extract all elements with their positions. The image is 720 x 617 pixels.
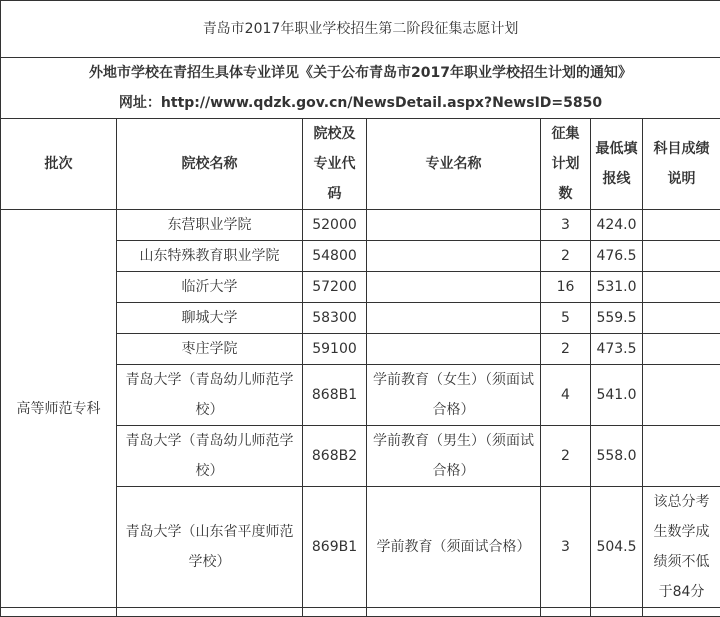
min-score-cell: 559.5: [591, 303, 643, 334]
min-score-cell: 424.0: [591, 210, 643, 241]
major-cell: 学前教育（须面试合格）: [367, 487, 541, 608]
header-school: 院校名称: [117, 119, 303, 210]
note-cell: [643, 210, 720, 241]
code-cell: 869B1: [303, 487, 367, 608]
code-cell: 59100: [303, 334, 367, 365]
header-note: 科目成绩说明: [643, 119, 720, 210]
note-cell: 该总分考生数学成绩须不低于84分: [643, 487, 720, 608]
quota-cell: 2: [541, 426, 591, 487]
major-cell: [367, 272, 541, 303]
header-batch: 批次: [1, 119, 117, 210]
notice-cell: [1, 58, 720, 119]
header-quota: 征集计划数: [541, 119, 591, 210]
code-cell: 52000: [303, 210, 367, 241]
empty-cell: [367, 608, 541, 617]
school-cell: 青岛大学（青岛幼儿师范学校）: [117, 365, 303, 426]
quota-cell: 16: [541, 272, 591, 303]
notice-line-1: 外地市学校在青招生具体专业详见《关于公布青岛市2017年职业学校招生计划的通知》: [5, 58, 716, 88]
table-row: [1, 210, 720, 241]
header-major: 专业名称: [367, 119, 541, 210]
major-cell: 学前教育（女生）（须面试合格）: [367, 365, 541, 426]
header-code: 院校及专业代码: [303, 119, 367, 210]
notice-url[interactable]: 网址：http://www.qdzk.gov.cn/NewsDetail.aspx?NewsID=5850: [5, 88, 716, 118]
empty-cell: [643, 608, 720, 617]
title-row: [1, 1, 720, 58]
header-row: [1, 119, 720, 210]
school-cell: 青岛大学（青岛幼儿师范学校）: [117, 426, 303, 487]
min-score-cell: 504.5: [591, 487, 643, 608]
code-cell: 57200: [303, 272, 367, 303]
quota-cell: 3: [541, 487, 591, 608]
school-cell: 山东特殊教育职业学院: [117, 241, 303, 272]
note-cell: [643, 241, 720, 272]
empty-cell: [117, 608, 303, 617]
code-cell: 54800: [303, 241, 367, 272]
major-cell: [367, 303, 541, 334]
quota-cell: 5: [541, 303, 591, 334]
code-cell: 58300: [303, 303, 367, 334]
quota-cell: 3: [541, 210, 591, 241]
quota-cell: 2: [541, 241, 591, 272]
major-cell: [367, 334, 541, 365]
min-score-cell: 473.5: [591, 334, 643, 365]
table-row-partial: [1, 608, 720, 617]
page-title: 青岛市2017年职业学校招生第二阶段征集志愿计划: [1, 1, 720, 58]
school-cell: 聊城大学: [117, 303, 303, 334]
note-cell: [643, 303, 720, 334]
quota-cell: 4: [541, 365, 591, 426]
code-cell: 868B1: [303, 365, 367, 426]
code-cell: 868B2: [303, 426, 367, 487]
empty-cell: [303, 608, 367, 617]
major-cell: [367, 210, 541, 241]
note-cell: [643, 334, 720, 365]
quota-cell: 2: [541, 334, 591, 365]
school-cell: 临沂大学: [117, 272, 303, 303]
empty-cell: [591, 608, 643, 617]
note-cell: [643, 365, 720, 426]
min-score-cell: 531.0: [591, 272, 643, 303]
min-score-cell: 541.0: [591, 365, 643, 426]
min-score-cell: 558.0: [591, 426, 643, 487]
note-cell: [643, 272, 720, 303]
school-cell: 枣庄学院: [117, 334, 303, 365]
note-cell: [643, 426, 720, 487]
major-cell: 学前教育（男生）（须面试合格）: [367, 426, 541, 487]
school-cell: 青岛大学（山东省平度师范学校）: [117, 487, 303, 608]
major-cell: [367, 241, 541, 272]
batch-cell: 高等师范专科: [1, 210, 117, 608]
empty-cell: [541, 608, 591, 617]
header-min-score: 最低填报线: [591, 119, 643, 210]
notice-row: [1, 58, 720, 119]
school-cell: 东营职业学院: [117, 210, 303, 241]
min-score-cell: 476.5: [591, 241, 643, 272]
empty-cell: [1, 608, 117, 617]
